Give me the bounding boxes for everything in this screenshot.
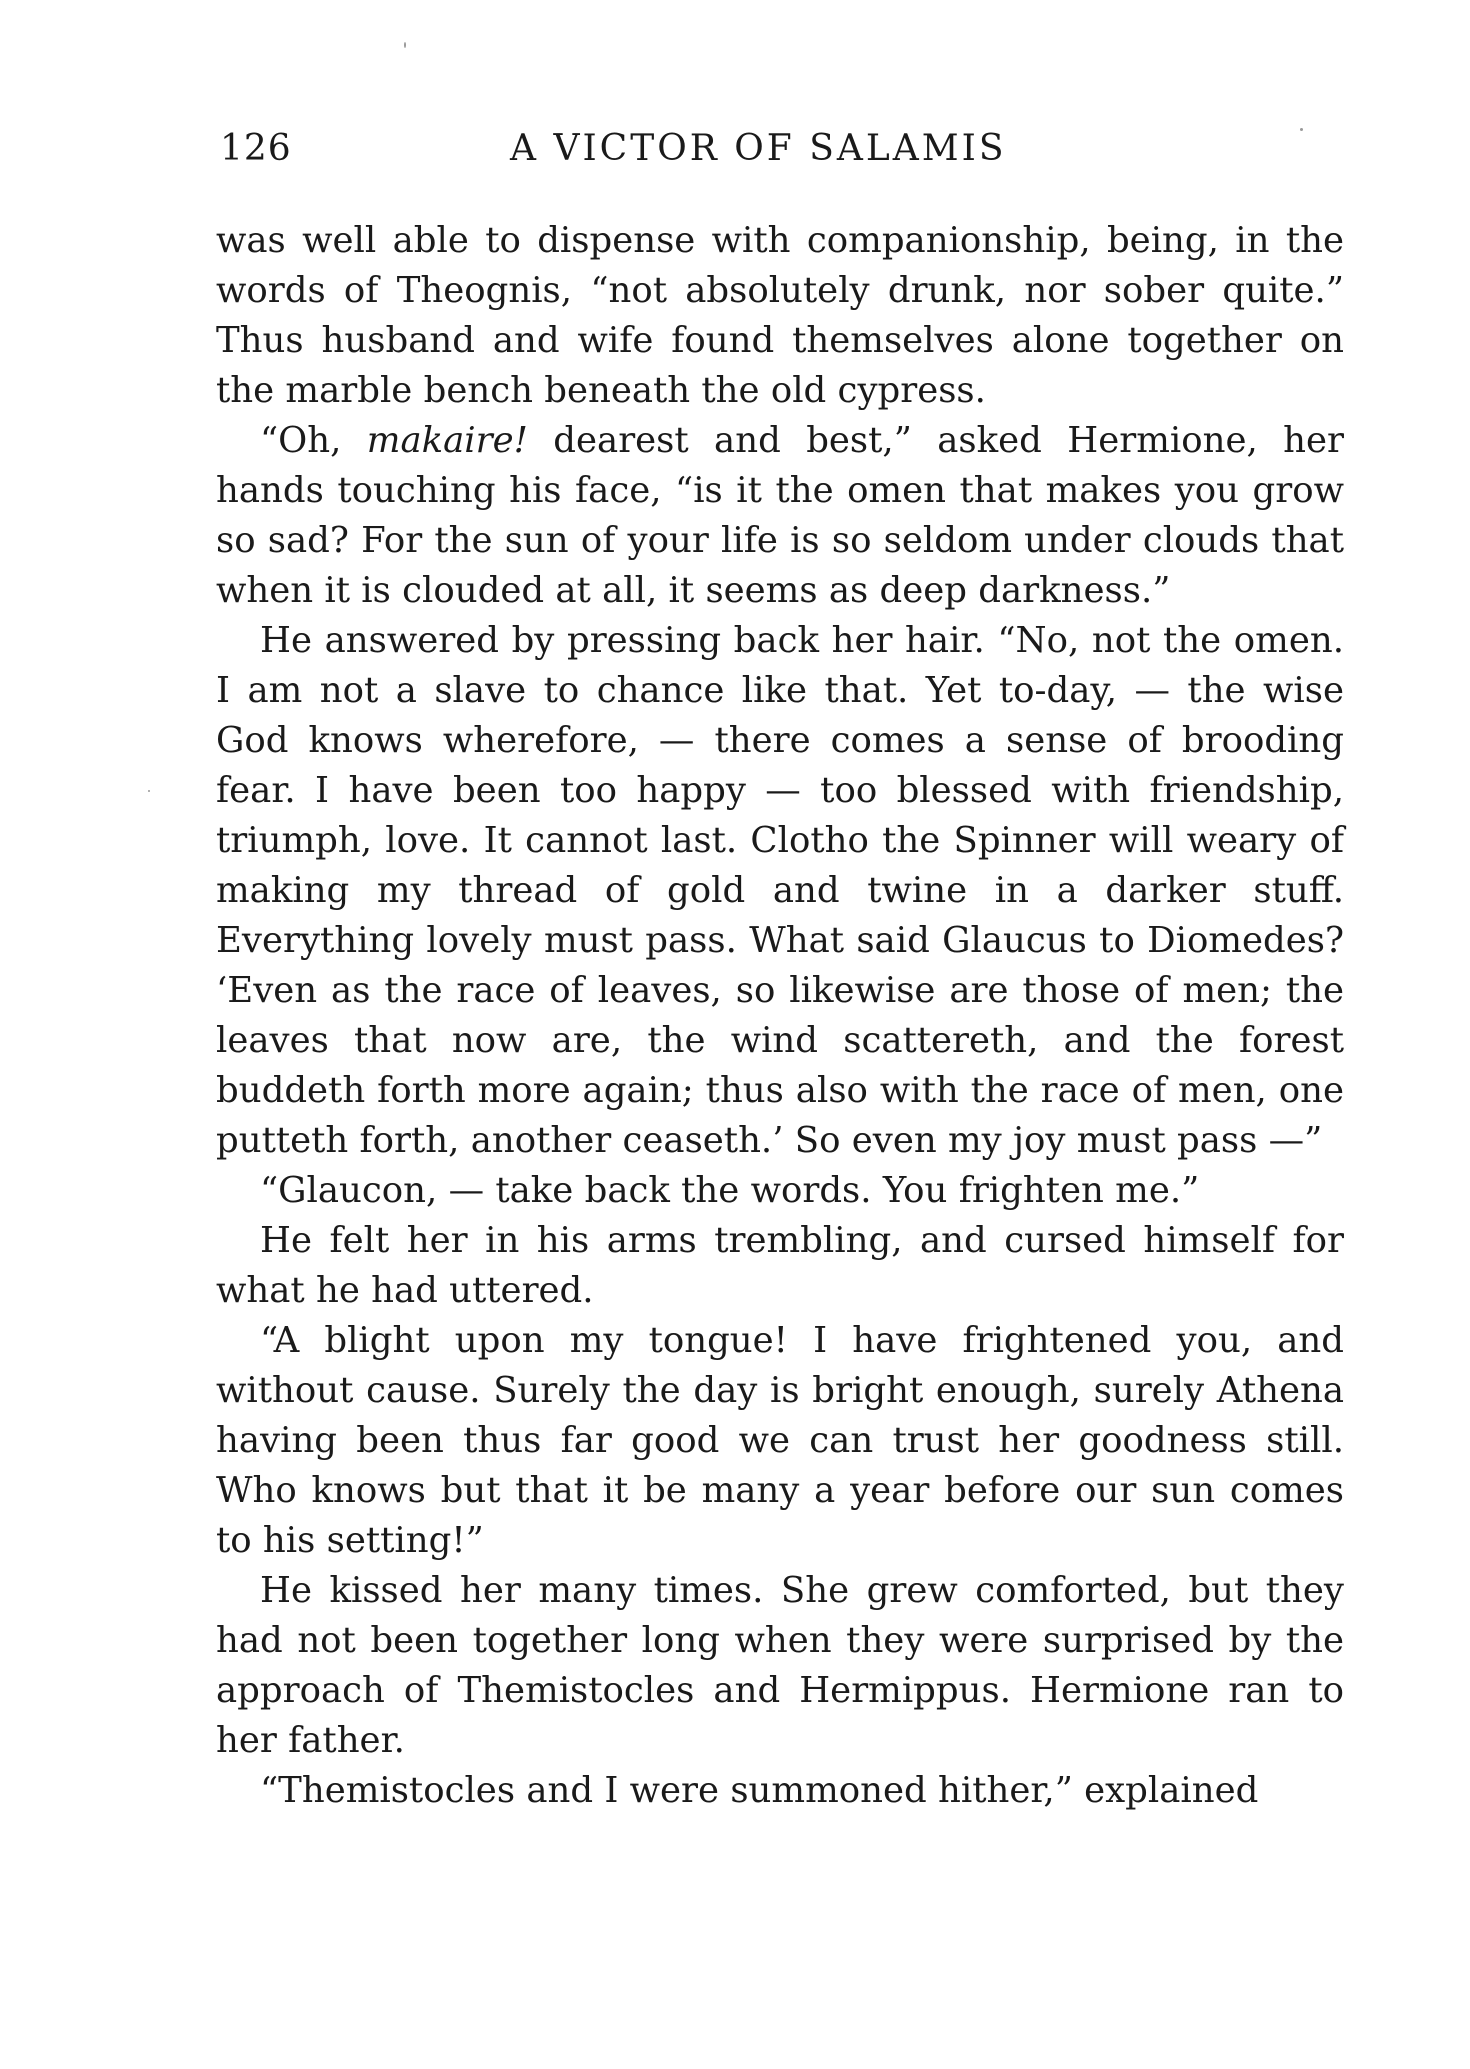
paragraph-8: “Themistocles and I were summoned hither,” explained <box>260 1770 1259 1811</box>
page-number: 126 <box>220 128 292 169</box>
paragraph-2-lead: “Oh, <box>260 420 367 461</box>
paragraph-5: He felt her in his arms trembling, and cursed himself for what he had uttered. <box>216 1220 1344 1311</box>
paper-speck <box>404 42 406 48</box>
paragraph-1: was well able to dispense with companionship, being, in the words of Theognis, “not absolutely drunk, nor sober quite.” Thus husband and wife found themselves alone together on the marble bench beneath the old cypress. <box>216 220 1344 411</box>
body-text <box>216 216 1344 1816</box>
running-head <box>220 128 1350 178</box>
running-title: A VICTOR OF SALAMIS <box>510 128 1007 169</box>
paragraph-3: He answered by pressing back her hair. “No, not the omen. I am not a slave to chance like that. Yet to-day, — the wise God knows wherefore, — there comes a sense of brooding fear. I have been too happy — too blessed with friendship, triumph, love. It cannot last. Clotho the Spinner will weary of making my thread of gold and twine in a darker stuff. Everything lovely must pass. What said Glaucus to Diomedes? ‘Even as the race of leaves, so likewise are those of men; the leaves that now are, the wind scattereth, and the forest buddeth forth more again; thus also with the race of men, one putteth forth, another ceaseth.’ So even my joy must pass —” <box>216 620 1344 1161</box>
paragraph-6: “A blight upon my tongue! I have frightened you, and without cause. Surely the day is bright enough, surely Athena having been thus far good we can trust her goodness still. Who knows but that it be many a year before our sun comes to his setting!” <box>216 1320 1344 1561</box>
paper-speck <box>1300 128 1303 131</box>
paragraph-2-italic: makaire! <box>366 420 528 461</box>
paragraph-2 <box>216 416 1344 616</box>
paragraph-2-rest: dearest and best,” asked Hermione, her hands touching his face, “is it the omen that makes you grow so sad? For the sun of your life is so seldom under clouds that when it is clouded at all, it seems as deep darkness.” <box>216 420 1344 611</box>
paper-speck <box>148 790 150 792</box>
paragraph-4: “Glaucon, — take back the words. You frighten me.” <box>260 1170 1200 1211</box>
paragraph-7: He kissed her many times. She grew comforted, but they had not been together long when they were surprised by the approach of Themistocles and Hermippus. Hermione ran to her father. <box>216 1570 1344 1761</box>
